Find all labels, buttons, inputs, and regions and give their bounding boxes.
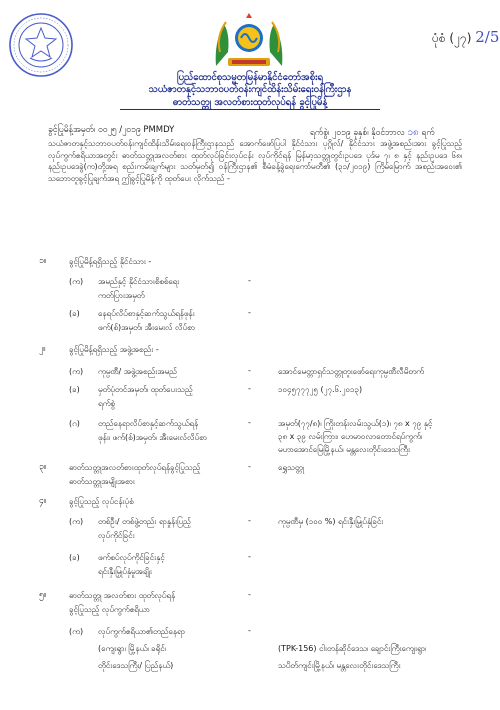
section-2b-value-1: ၁၀၄၅၇၇၇၂၅ (၂၇.၆.၂၀၁၃) <box>278 385 363 394</box>
section-1a-label-2: ကတ်ပြားအမှတ် <box>98 291 145 300</box>
date-prefix: ရက်စွဲ၊ ၂၀၁၉ ခုနှစ်၊ နိုဝင်ဘာလ <box>310 128 405 138</box>
section-2c-mark: (ဂ) <box>69 419 80 428</box>
section-4a-value-1: ကုမ္ပဏီမှ (၁၀၀ %) ရင်းနှီးမြှုပ်နှံခြင်း <box>278 517 384 526</box>
section-4-number: ၄။ <box>39 496 47 506</box>
section-4b-mark: (ခ) <box>69 553 80 562</box>
section-4a-label-1: တစ်ဦး/ တစ်ဖွဲ့တည်း ရာနှုန်းပြည့် <box>98 517 191 526</box>
section-2c-value-1: အမှတ်(၇၇/၈)၊ ကြိုးတန်းလမ်းသွယ်(၁)၊ ၇၈ x ၇၉ နှင့် <box>278 419 433 428</box>
section-2a-value-1: အောင်မေတ္တာရှင်သတ္တုတူးဖော်ရေးကုမ္ပဏီလီမိတက် <box>278 367 424 376</box>
section-4a-dash: - <box>248 516 251 525</box>
date-day: ၁၈ <box>407 127 419 138</box>
section-1-number: ၁။ <box>39 256 47 266</box>
section-2b-label-1: မှတ်ပုံတင်အမှတ်၊ ထုတ်ပေးသည့် <box>98 385 193 394</box>
section-2-number: ၂။ <box>39 344 46 354</box>
header-line-2: သယံဇာတနှင့်သဘာဝပတ်ဝန်းကျင်ထိန်းသိမ်းရေးဝန်ကြီးဌာန <box>148 84 352 95</box>
date-suffix: ရက် <box>421 128 435 138</box>
section-3-dash: - <box>248 462 251 471</box>
section-5a-value-1: (TPK-156) ငါးတန်ဆိုင်ဒေသ၊ ချောင်းကြီးကျေးရွာ၊ <box>278 644 427 653</box>
section-3-value: ရွှေသတ္တု <box>278 463 304 472</box>
section-2b-mark: (ခ) <box>69 385 80 394</box>
section-1a-mark: (က) <box>69 277 84 286</box>
intro-paragraph: သယံဇာတနှင့်သဘာဝပတ်ဝန်းကျင်ထိန်းသိမ်းရေးဝန်ကြီးဌာနသည် အောက်ဖော်ပြပါ နိုင်ငံသား ပုဂ္ဂိုလ်/ နိုင်ငံသား အဖွဲ့အစည်းအား ခွင့်ပြုသည့် လုပ်ကွက်ဧရိယာအတွင်း ဓာတ်သတ္တုအလတ်စား ထုတ်လုပ်ခြင်းလုပ်ငန်း လုပ်ကိုင်ရန် မြန်မာ့သတ္တုတွင်းဥပဒေ ပုဒ်မ ၇၊ ၈ နှင့် နည်းဥပဒေ ၆၈၊ နည်းဥပဒေခွဲ(က)တို့အရ စည်းကမ်းချက်များ သတ်မှတ်၍ ဝန်ကြီးဌာန၏ စီမံခန့်ခွဲရေးကော်မတီ၏ (၃၁/၂၀၁၉) ကြိမ်မြောက် အစည်းအဝေး၏ သဘောတူခွင့်ပြုချက်အရ ဤခွင့်ပြုမိန့်ကို ထုတ်ပေး လိုက်သည် - <box>48 139 462 183</box>
section-2c-label-2: ဖုန်း၊ ဖက်(စ်)အမှတ်၊ အီးမေးလ်လိပ်စာ <box>98 433 207 442</box>
section-5-number: ၅။ <box>39 590 47 600</box>
section-1b-mark: (ခ) <box>69 309 80 318</box>
section-2c-value-3: မဟာအောင်မြေမြို့နယ်၊ မန္တလေးတိုင်းဒေသကြီး <box>278 445 411 454</box>
section-2-title: ခွင့်ပြုမိန့်ရရှိသည့် အဖွဲ့အစည်း - <box>69 345 159 354</box>
section-4-title: ခွင့်ပြုသည့် လုပ်ငန်းပုံစံ <box>69 497 134 506</box>
section-5a-label-1: လုပ်ကွက်ဧရိယာ၏တည်နေရာ <box>98 627 185 636</box>
header-line-1: ပြည်ထောင်စုသမ္မတမြန်မာနိုင်ငံတော်အစိုးရ <box>177 72 323 83</box>
section-2b-dash: - <box>248 384 251 393</box>
section-3-title-2: ဓာတ်သတ္တုအမျိုးအစား <box>69 477 135 486</box>
header-line-3: ဓာတ်သတ္တု အလတ်စားထုတ်လုပ်ရန် ခွင့်ပြုမိန့် <box>172 97 328 108</box>
section-5a-mark: (က) <box>69 627 84 636</box>
section-3-number: ၃။ <box>39 462 47 472</box>
handwritten-fraction: 2/5 <box>475 28 500 46</box>
section-4a-label-2: လုပ်ကိုင်ခြင်း <box>98 531 135 540</box>
section-5a-label-3: တိုင်းဒေသကြီး/ ပြည်နယ်) <box>98 661 174 670</box>
header-divider <box>120 109 380 110</box>
state-emblem-icon <box>210 12 288 68</box>
form-number-label: ပုံစံ (၂၇) <box>432 31 472 45</box>
section-2c-value-2: ၃၈ x ၃၉ လမ်းကြား၊ ဟေမာဝလာတောင်ရပ်ကွက်၊ <box>278 432 423 441</box>
section-1b-dash: - <box>248 308 251 317</box>
section-1a-dash: - <box>248 276 251 285</box>
form-number <box>432 28 499 48</box>
section-5a-dash: - <box>248 626 251 635</box>
seal-stamp-icon <box>8 12 74 78</box>
section-1a-label-1: အမည်နှင့် နိုင်ငံသားစိစစ်ရေး <box>98 277 180 286</box>
section-1b-label-1: နေရပ်လိပ်စာနှင့်ဆက်သွယ်ရန်ဖုန်း <box>98 309 195 318</box>
section-5-title-2: ခွင့်ပြုသည့် လုပ်ကွက်ဧရိယာ <box>69 605 150 614</box>
section-4b-label-1: ဖက်စပ်လုပ်ကိုင်ခြင်းနှင့် <box>98 553 165 562</box>
section-5-title-1: ဓာတ်သတ္တု အလတ်စား ထုတ်လုပ်ရန် <box>69 591 176 600</box>
section-5a-value-2: သပိတ်ကျင်းမြို့နယ်၊ မန္တလေးတိုင်းဒေသကြီး <box>278 661 401 670</box>
section-2a-label-1: ကုမ္ပဏီ/ အဖွဲ့အစည်းအမည် <box>98 367 177 376</box>
section-4b-label-2: ရင်းနှီးမြှုပ်နှံမှုအချိုး <box>98 567 152 576</box>
section-3-title-1: ဓာတ်သတ္တုအလတ်စားထုတ်လုပ်ရန်ခွင့်ပြုသည့် <box>69 463 201 472</box>
section-2c-dash: - <box>248 418 251 427</box>
section-4b-dash: - <box>248 552 251 561</box>
section-1-title: ခွင့်ပြုမိန့်ရရှိသည့် နိုင်ငံသား - <box>69 257 152 266</box>
section-1b-label-2: ဖက်(စ်)အမှတ်၊ အီးမေးလ် လိပ်စာ <box>98 323 195 332</box>
section-5-dash: - <box>248 590 251 599</box>
permit-number: ခွင့်ပြုမိန့်အမှတ်၊ ၀၀၂၅ /၂၀၁၉ PMMDY <box>48 125 175 135</box>
section-5a-label-2: (ကျေးရွာ၊ မြို့နယ်၊ ခရိုင်၊ <box>98 644 166 653</box>
section-4a-mark: (က) <box>69 517 84 526</box>
section-2c-label-1: တည်နေရာလိပ်စာနှင့်ဆက်သွယ်ရန် <box>98 419 199 428</box>
section-2b-label-2: ရက်စွဲ <box>98 399 115 408</box>
section-2a-dash: - <box>248 366 251 375</box>
section-2a-mark: (က) <box>69 367 84 376</box>
